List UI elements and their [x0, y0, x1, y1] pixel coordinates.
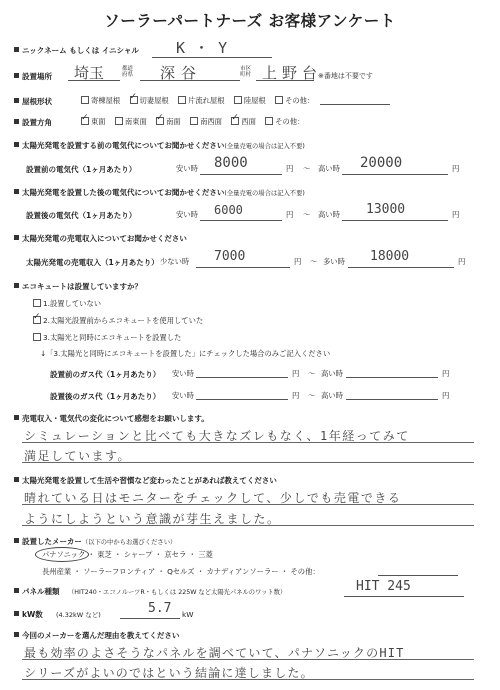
bullet-icon — [14, 189, 19, 194]
maker-option-solar-frontier[interactable]: ソーラーフロンティア — [83, 567, 156, 576]
ruled-line — [22, 462, 474, 463]
ecocute-heading: エコキュートは設置していますか？ — [14, 281, 142, 292]
bullet-icon — [14, 611, 19, 616]
lifestyle-heading: 太陽光発電を設置して生活や習慣など変わったことがあれば教えてください — [14, 475, 277, 486]
bullet-icon — [14, 235, 19, 240]
address-city: 深谷 — [160, 64, 203, 82]
maker-option-toshiba[interactable]: 東芝 — [97, 550, 112, 559]
roof-options — [80, 92, 320, 106]
income-low-underline — [196, 267, 290, 268]
prefecture-suffix: 都道府県 — [122, 66, 134, 78]
after-row-label: 設置後の電気代（1ヶ月あたり） — [26, 211, 137, 220]
gas-after-high-label: 高い時 — [321, 391, 343, 400]
checkbox-checked[interactable] — [81, 113, 89, 125]
gas-after-sep: ～ — [308, 391, 316, 400]
lifestyle-line-2: ようにしようという意識が芽生えました。 — [24, 512, 281, 526]
impression-line-2: 満足しています。 — [24, 449, 132, 463]
before-low-underline — [200, 174, 282, 175]
maker-option-sharp[interactable]: シャープ — [123, 550, 153, 559]
address-town: 上野台 — [262, 64, 323, 82]
checkmark-icon: ✓ — [129, 92, 138, 102]
gas-before-high-label: 高い時 — [321, 369, 343, 378]
panel-value: HIT 245 — [356, 579, 411, 594]
kw-underline — [120, 618, 180, 619]
after-unit1: 円 — [286, 210, 294, 219]
bullet-icon — [14, 73, 19, 78]
roof-option-hip[interactable]: 寄棟屋根 — [80, 96, 120, 106]
checkbox[interactable] — [265, 117, 273, 125]
gas-before-sep: ～ — [308, 369, 316, 378]
maker-option-mitsubishi[interactable]: 三菱 — [198, 550, 213, 559]
bullet-icon — [14, 588, 19, 593]
address-prefecture: 埼玉 — [74, 64, 105, 82]
ecocute-option-1[interactable]: 1.設置していない — [32, 299, 101, 309]
address-note: ※番地は不要です — [318, 72, 373, 80]
bullet-icon — [14, 477, 19, 482]
roof-other-underline — [320, 104, 390, 105]
checkbox-checked[interactable] — [129, 92, 138, 104]
address-label: 設置場所 — [14, 71, 52, 82]
direction-option-other[interactable]: その他： — [264, 117, 304, 127]
checkmark-icon: ✓ — [33, 312, 41, 322]
gas-before-unit2: 円 — [442, 369, 450, 378]
gas-before-low-underline — [196, 377, 288, 378]
after-unit2: 円 — [452, 210, 460, 219]
nickname-value: K ・ Y — [176, 39, 228, 57]
checkbox[interactable] — [33, 333, 41, 341]
after-high-value: 13000 — [366, 202, 406, 217]
maker-option-other[interactable]: その他： — [290, 567, 320, 576]
gas-before-low-label: 安い時 — [172, 369, 194, 378]
income-high-value: 18000 — [370, 249, 410, 264]
income-unit2: 円 — [458, 257, 466, 266]
maker-option-canadian-solar[interactable]: カナディアンソーラー — [206, 567, 279, 576]
ruled-line — [22, 504, 474, 505]
reason-heading: 今回のメーカーを選んだ理由を教えてください — [14, 630, 179, 641]
checkmark-icon: ✓ — [156, 113, 164, 123]
lifestyle-line-1: 晴れている日はモニターをチェックして、少しでも売電できる — [24, 491, 402, 505]
before-high-value: 20000 — [360, 155, 403, 171]
nickname-underline — [152, 57, 272, 58]
before-sep: ～ — [303, 164, 311, 173]
gas-before-label: 設置前のガス代（1ヶ月あたり） — [50, 370, 161, 379]
direction-options — [80, 113, 310, 127]
after-high-label: 高い時 — [318, 210, 340, 219]
after-heading: 太陽光発電を設置した後の電気代についてお聞かせください(全量売電の場合は記入不要) — [14, 187, 305, 198]
ruled-line — [22, 659, 474, 660]
panel-underline — [344, 596, 464, 597]
prefecture-underline — [68, 80, 120, 81]
before-row-label: 設置前の電気代（1ヶ月あたり） — [26, 165, 137, 174]
maker-other-underline — [378, 575, 458, 576]
bullet-icon — [14, 415, 19, 420]
after-high-underline — [342, 220, 448, 221]
maker-option-qcells[interactable]: Qセルズ — [167, 567, 195, 576]
checkmark-icon: ✓ — [231, 113, 239, 123]
panel-label: パネル種類 — [14, 586, 60, 597]
maker-row-2: 長州産業 ・ ソーラーフロンティア ・ Qセルズ ・ カナディアンソーラー ・ その他： — [42, 567, 320, 576]
after-low-underline — [200, 220, 282, 221]
income-heading: 太陽光発電の売電収入についてお聞かせください — [14, 233, 187, 244]
checkbox[interactable] — [234, 96, 242, 104]
income-high-underline — [348, 267, 454, 268]
bullet-icon — [14, 538, 19, 543]
before-low-value: 8000 — [214, 155, 248, 171]
checkbox-checked[interactable] — [231, 113, 239, 125]
direction-option-east[interactable]: ✓ 東面 — [81, 113, 106, 126]
income-row-label: 太陽光発電の売電収入（1ヶ月あたり） — [26, 258, 159, 267]
bullet-icon — [14, 98, 19, 103]
maker-option-choshu[interactable]: 長州産業 — [42, 567, 72, 576]
kw-label: kW数 — [14, 609, 43, 620]
gas-after-unit1: 円 — [292, 391, 300, 400]
bullet-icon — [14, 283, 19, 288]
kw-unit: kW — [182, 610, 194, 619]
bullet-icon — [14, 119, 19, 124]
roof-option-flat[interactable]: 陸屋根 — [233, 96, 266, 106]
nickname-label: ニックネーム もしくは イニシャル — [14, 45, 139, 56]
ruled-line — [22, 525, 474, 526]
income-sep: ～ — [310, 257, 318, 266]
gas-after-low-label: 安い時 — [172, 391, 194, 400]
gas-before-high-underline — [346, 377, 438, 378]
checkbox-checked[interactable] — [156, 113, 164, 125]
before-unit1: 円 — [286, 164, 294, 173]
checkbox-checked[interactable] — [33, 312, 41, 324]
income-high-label: 多い時 — [323, 257, 345, 266]
kw-value: 5.7 — [148, 601, 172, 616]
kw-note: (4.32kW など) — [56, 611, 101, 619]
bullet-icon — [14, 47, 19, 52]
checkbox[interactable] — [115, 117, 123, 125]
city-suffix: 市区町村 — [240, 66, 252, 78]
before-low-label: 安い時 — [176, 164, 198, 173]
maker-option-panasonic[interactable]: パナソニック — [42, 550, 86, 559]
gas-before-unit1: 円 — [292, 369, 300, 378]
income-low-value: 7000 — [214, 249, 246, 264]
survey-title: ソーラーパートナーズ お客様アンケート — [104, 12, 396, 30]
impression-heading: 売電収入・電気代の変化について感想をお願いします。 — [14, 413, 209, 424]
bullet-icon — [14, 632, 19, 637]
panel-note: （HIT240・エコノルーツR・もしくは 225W など太陽光パネルのワット数） — [68, 589, 287, 596]
ruled-line — [22, 442, 474, 443]
before-heading: 太陽光発電を設置する前の電気代についてお聞かせください(全量売電の場合は記入不要) — [14, 140, 305, 151]
direction-label: 設置方角 — [14, 117, 52, 128]
roof-option-gable[interactable]: ✓ 切妻屋根 — [129, 92, 169, 105]
income-unit1: 円 — [294, 257, 302, 266]
checkbox[interactable] — [81, 96, 89, 104]
checkbox[interactable] — [178, 96, 186, 104]
direction-option-west[interactable]: ✓ 西面 — [231, 113, 256, 126]
city-underline — [140, 80, 240, 81]
gas-after-unit2: 円 — [442, 391, 450, 400]
reason-line-2: シリーズがよいのではという結論に達しました。 — [24, 666, 314, 680]
maker-option-kyocera[interactable]: 京セラ — [164, 550, 187, 559]
checkbox[interactable] — [190, 117, 198, 125]
ecocute-sub-note: ↓「3.太陽光と同時にエコキュートを設置した」にチェックした場合のみご記入ください — [40, 349, 331, 358]
direction-option-southeast[interactable]: 南東面 — [114, 117, 147, 127]
reason-line-1: 最も効率のよさそうなパネルを調べていて、パナソニックのHIT — [24, 646, 405, 660]
after-low-label: 安い時 — [176, 210, 198, 219]
gas-after-high-underline — [346, 399, 438, 400]
direction-option-south[interactable]: ✓ 南面 — [156, 113, 181, 126]
checkbox[interactable] — [33, 299, 41, 307]
gas-after-label: 設置後のガス代（1ヶ月あたり） — [50, 392, 161, 401]
income-low-label: 少ない時 — [160, 257, 190, 266]
before-high-underline — [342, 174, 448, 175]
impression-line-1: シミュレーションと比べても大きなズレもなく、1年経ってみて — [24, 429, 410, 443]
direction-option-southwest[interactable]: 南西面 — [189, 117, 222, 127]
maker-label: 設置したメーカー（以下の中からお選びください） — [14, 536, 176, 547]
gas-after-low-underline — [196, 399, 288, 400]
checkbox[interactable] — [275, 96, 283, 104]
bullet-icon — [14, 142, 19, 147]
before-unit2: 円 — [452, 164, 460, 173]
maker-row-1: パナソニック ・ 東芝 ・ シャープ ・ 京セラ ・ 三菱 — [42, 550, 213, 559]
ecocute-option-2[interactable]: ✓ 2.太陽光設置前からエコキュートを使用していた — [33, 312, 204, 325]
after-low-value: 6000 — [214, 203, 243, 217]
ruled-line — [22, 679, 474, 680]
checkmark-icon: ✓ — [81, 113, 89, 123]
town-underline — [256, 80, 314, 81]
roof-option-other[interactable]: その他： — [274, 96, 314, 106]
after-sep: ～ — [303, 210, 311, 219]
before-high-label: 高い時 — [318, 164, 340, 173]
roof-label: 屋根形状 — [14, 96, 52, 107]
ecocute-option-3[interactable]: 3.太陽光と同時にエコキュートを設置した — [32, 333, 181, 343]
roof-option-shed[interactable]: 片流れ屋根 — [177, 96, 224, 106]
